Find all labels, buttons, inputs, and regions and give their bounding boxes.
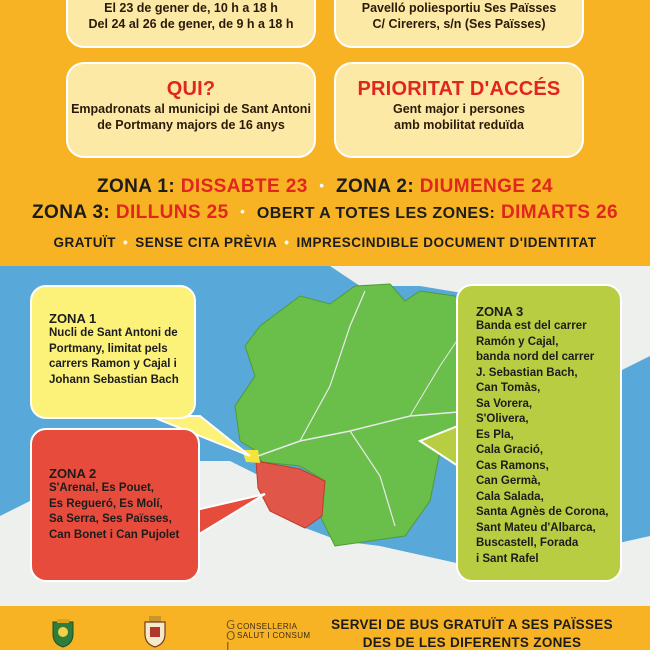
who-line-1: Empadronats al municipi de Sant Antoni bbox=[71, 102, 311, 116]
zona1-day: DISSABTE 23 bbox=[180, 176, 308, 197]
requirements-line bbox=[0, 235, 650, 250]
zone-3-line: Cala Salada, bbox=[476, 490, 544, 503]
info-free: GRATUÏT bbox=[53, 235, 117, 250]
bus-line-2: DES DE LES DIFERENTS ZONES bbox=[362, 635, 582, 650]
all-zones-day: DIMARTS 26 bbox=[500, 202, 618, 223]
zone-1-title: ZONA 1 bbox=[49, 311, 97, 326]
zone-1-line: Portmany, limitat pels bbox=[49, 342, 168, 355]
zone-2-bubble bbox=[30, 428, 200, 582]
schedule-separator: • bbox=[240, 204, 246, 219]
government-mark-icon: G O I bbox=[226, 618, 236, 650]
zone-3-bubble bbox=[456, 284, 622, 582]
bus-service-text bbox=[322, 616, 622, 650]
zone-3-line: Can Germà, bbox=[476, 475, 541, 487]
zone-3-line: Can Tomàs, bbox=[476, 382, 541, 394]
zone-2-line: S'Arenal, Es Pouet, bbox=[49, 482, 154, 494]
zone-2-title: ZONA 2 bbox=[49, 466, 97, 481]
when-line-2: Del 24 al 26 de gener, de 9 h a 18 h bbox=[88, 17, 294, 31]
zone-2-line: Can Bonet i Can Pujolet bbox=[49, 528, 180, 541]
zone-3-title: ZONA 3 bbox=[476, 304, 524, 319]
zone-3-line: Cas Ramons, bbox=[476, 459, 549, 472]
where-card bbox=[334, 0, 584, 48]
town-shield-icon bbox=[142, 616, 168, 648]
schedule-separator: • bbox=[319, 178, 325, 193]
zone-3-line: Buscastell, Forada bbox=[476, 537, 579, 549]
where-line-2: C/ Cirerers, s/n (Ses Païsses) bbox=[372, 17, 546, 31]
zone-3-line: S'Olivera, bbox=[476, 413, 529, 425]
who-title: QUI? bbox=[166, 78, 216, 100]
zone-3-line: banda nord del carrer bbox=[476, 351, 595, 363]
zone-3-line: Cala Gració, bbox=[476, 444, 544, 456]
logo-text-line: SALUT I CONSUM bbox=[237, 631, 311, 640]
zone-1-line: Nucli de Sant Antoni de bbox=[49, 327, 178, 339]
zona2-day: DIUMENGE 24 bbox=[419, 176, 554, 197]
zone-3-line: i Sant Rafel bbox=[476, 552, 539, 565]
priority-line-2: amb mobilitat reduïda bbox=[394, 118, 524, 132]
zone-3-line: Santa Agnès de Corona, bbox=[476, 506, 609, 518]
all-zones-label: OBERT A TOTES LES ZONES: bbox=[256, 205, 496, 222]
zone-1-bubble bbox=[30, 285, 196, 419]
zone-3-line: Ramón y Cajal, bbox=[476, 335, 559, 348]
zone-1-line: Johann Sebastian Bach bbox=[49, 373, 179, 386]
who-line-2: de Portmany majors de 16 anys bbox=[97, 118, 285, 132]
logo-text-line: CONSELLERIA bbox=[237, 622, 298, 631]
zone-2-line: Sa Serra, Ses Païsses, bbox=[49, 513, 172, 525]
info-separator: • bbox=[284, 235, 290, 250]
info-no-appointment: SENSE CITA PRÈVIA bbox=[135, 235, 278, 250]
bus-line-1: SERVEI DE BUS GRATUÏT A SES PAÏSSES bbox=[331, 617, 613, 632]
municipal-crest-icon bbox=[48, 618, 78, 648]
zone-1-line: carrers Ramon y Cajal i bbox=[49, 358, 177, 370]
zona3-day: DILLUNS 25 bbox=[115, 202, 229, 223]
footer bbox=[0, 606, 650, 650]
who-card bbox=[66, 62, 316, 158]
when-card bbox=[66, 0, 316, 48]
zona2-label: ZONA 2: bbox=[336, 176, 415, 197]
zone-3-line: Es Pla, bbox=[476, 428, 514, 441]
zone-3-line: Sant Mateu d'Albarca, bbox=[476, 521, 596, 534]
where-line-1: Pavelló poliesportiu Ses Païsses bbox=[361, 1, 557, 15]
when-line-1: El 23 de gener de, 10 h a 18 h bbox=[104, 1, 278, 15]
zona3-label: ZONA 3: bbox=[32, 202, 111, 223]
zone-3-line: Banda est del carrer bbox=[476, 320, 587, 332]
priority-card bbox=[334, 62, 584, 158]
zone-2-line: Es Regueró, Es Molí, bbox=[49, 497, 163, 510]
info-id-required: IMPRESCINDIBLE DOCUMENT D'IDENTITAT bbox=[296, 235, 597, 250]
schedule-line-1 bbox=[0, 176, 650, 198]
zona1-label: ZONA 1: bbox=[96, 176, 176, 197]
info-separator: • bbox=[123, 235, 129, 250]
schedule-line-2 bbox=[0, 202, 650, 224]
zone-3-line: J. Sebastian Bach, bbox=[476, 366, 578, 379]
priority-line-1: Gent major i persones bbox=[393, 102, 525, 116]
zone-3-line: Sa Vorera, bbox=[476, 397, 533, 410]
priority-title: PRIORITAT D'ACCÉS bbox=[357, 78, 561, 100]
